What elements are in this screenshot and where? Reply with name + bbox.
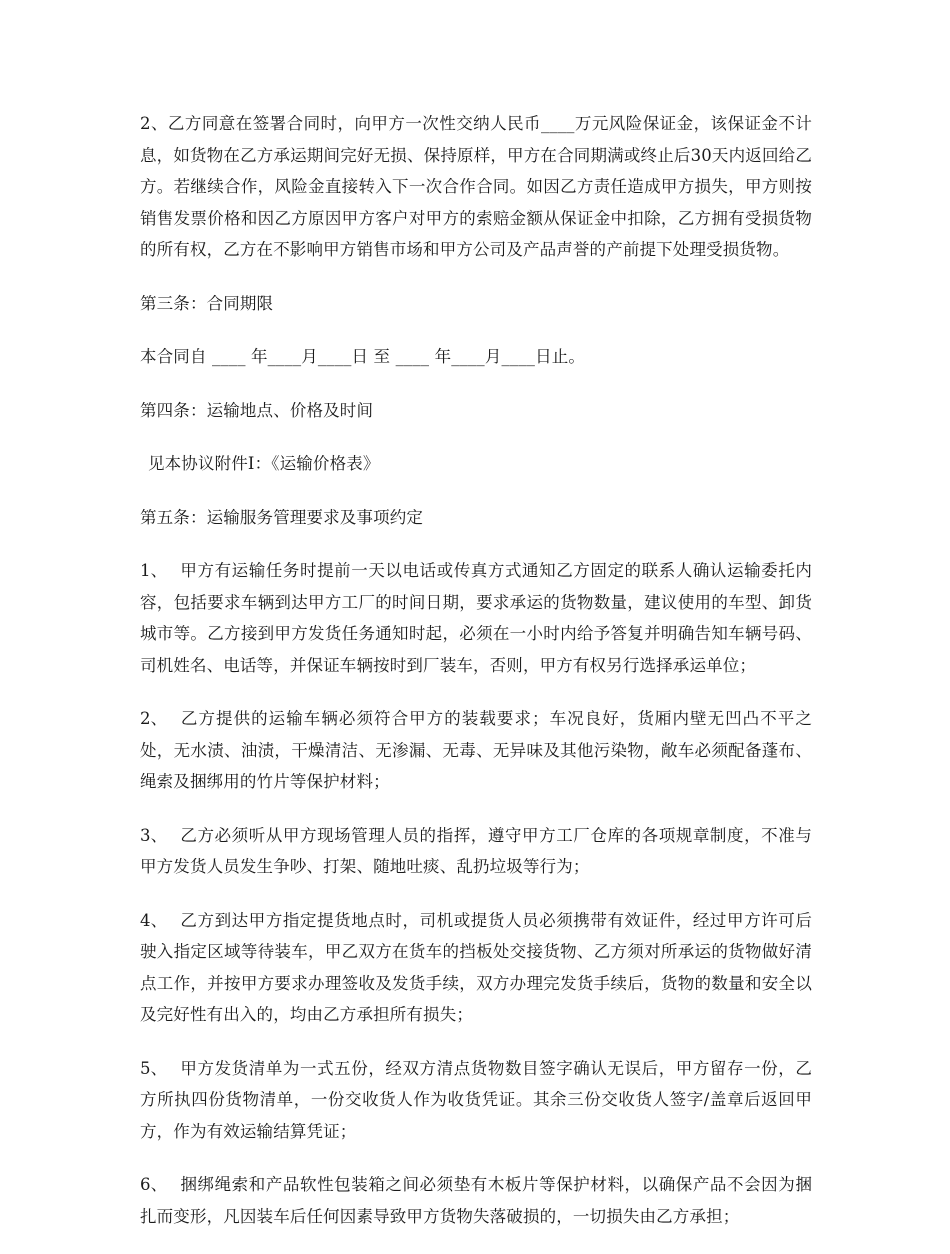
article-4-heading: 第四条：运输地点、价格及时间 xyxy=(140,400,374,420)
list-item-text: 甲方发货清单为一式五份，经双方清点货物数目签字确认无误后，甲方留存一份，乙方所执四份货物清单，一份交收货人作为收货凭证。其余三份交收货人签字/盖章后返回甲方，作为有效运输结算凭证； xyxy=(140,1058,812,1141)
article-5-heading: 第五条：运输服务管理要求及事项约定 xyxy=(140,507,424,527)
list-item xyxy=(140,820,812,883)
contract-period-paragraph: 本合同自 ____ 年____月____日 至 ____ 年____月____日止。 xyxy=(140,347,586,366)
list-item xyxy=(140,1169,812,1232)
annex-reference-paragraph: 见本协议附件I：《运输价格表》 xyxy=(148,454,380,473)
list-item-number: 3、 xyxy=(140,825,168,845)
list-item xyxy=(140,703,812,798)
list-item xyxy=(140,905,812,1031)
list-item-text: 乙方提供的运输车辆必须符合甲方的装载要求；车况良好，货厢内壁无凹凸不平之处，无水渍、油渍，干燥清洁、无渗漏、无毒、无异味及其他污染物，敞车必须配备蓬布、绳索及捆绑用的竹片等保护材料； xyxy=(140,709,812,791)
document-page xyxy=(140,108,812,1254)
list-item-text: 捆绑绳索和产品软性包装箱之间必须垫有木板片等保护材料，以确保产品不会因为捆扎而变形，凡因装车后任何因素导致甲方货物失落破损的，一切损失由乙方承担； xyxy=(140,1175,812,1226)
list-item xyxy=(140,555,812,681)
list-item-number: 2、 xyxy=(140,709,168,728)
list-item-text: 乙方到达甲方指定提货地点时，司机或提货人员必须携带有效证件，经过甲方许可后驶入指定区域等待装车，甲乙双方在货车的挡板处交接货物、乙方须对所承运的货物做好清点工作，并按甲方要求办理签收及发货手续，双方办理完发货手续后，货物的数量和安全以及完好性有出入的，均由乙方承担所有损失； xyxy=(140,910,812,1024)
list-item-number: 4、 xyxy=(140,910,168,930)
list-item xyxy=(140,1053,812,1148)
list-item-number: 5、 xyxy=(140,1058,168,1078)
deposit-clause-paragraph: 2、乙方同意在签署合同时，向甲方一次性交纳人民币____万元风险保证金，该保证金不计息，如货物在乙方承运期间完好无损、保持原样，甲方在合同期满或终止后30天内返回给乙方。若继续合作，风险金直接转入下一次合作合同。如因乙方责任造成甲方损失，甲方则按销售发票价格和因乙方原因甲方客户对甲方的索赔金额从保证金中扣除，乙方拥有受损货物的所有权，乙方在不影响甲方销售市场和甲方公司及产品声誉的产前提下处理受损货物。 xyxy=(140,114,812,259)
list-item-text: 乙方必须听从甲方现场管理人员的指挥，遵守甲方工厂仓库的各项规章制度，不准与甲方发货人员发生争吵、打架、随地吐痰、乱扔垃圾等行为； xyxy=(140,825,812,876)
list-item-number: 6、 xyxy=(140,1175,168,1194)
list-item-number: 1、 xyxy=(140,561,168,580)
list-item-text: 甲方有运输任务时提前一天以电话或传真方式通知乙方固定的联系人确认运输委托内容，包括要求车辆到达甲方工厂的时间日期，要求承运的货物数量，建议使用的车型、卸货城市等。乙方接到甲方发货任务通知时起，必须在一小时内给予答复并明确告知车辆号码、司机姓名、电话等，并保证车辆按时到厂装车，否则，甲方有权另行选择承运单位； xyxy=(140,561,812,675)
article-3-heading: 第三条：合同期限 xyxy=(140,293,274,313)
